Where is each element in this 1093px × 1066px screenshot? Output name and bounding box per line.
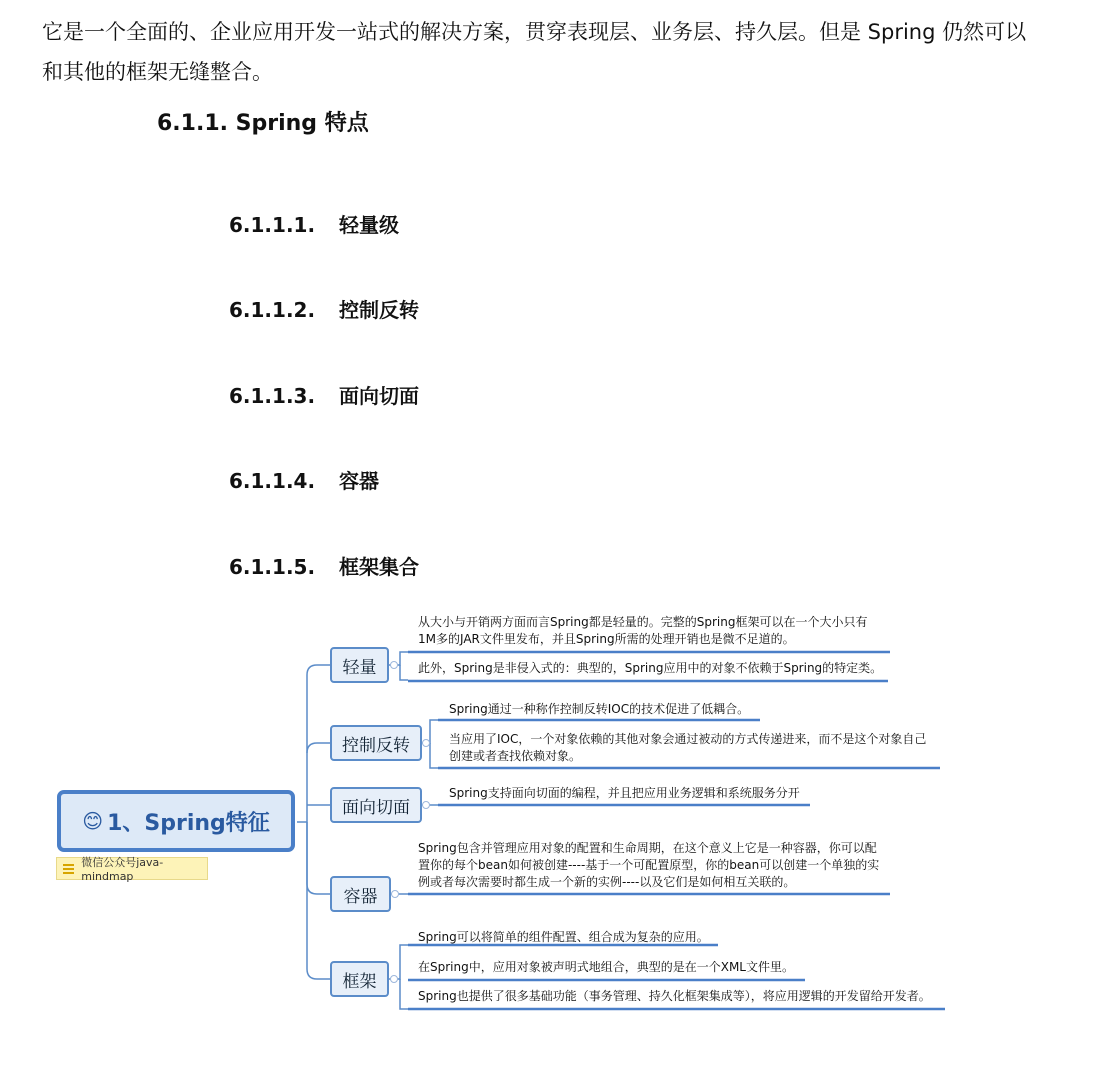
leaf-line: 创建或者查找依赖对象。 (449, 749, 582, 763)
source-tag-text: 微信公众号java-mindmap (81, 856, 164, 883)
leaf-node (418, 840, 879, 891)
root-node-title: 1、Spring特征 (107, 810, 270, 836)
leaf-line: Spring也提供了很多基础功能（事务管理、持久化框架集成等），将应用逻辑的开发留给开发者。 (418, 989, 931, 1003)
leaf-line: 在Spring中，应用对象被声明式地组合，典型的是在一个XML文件里。 (418, 960, 794, 974)
subsection-title: 面向切面 (339, 384, 419, 408)
leaf-line: Spring通过一种称作控制反转IOC的技术促进了低耦合。 (449, 702, 750, 716)
branch-node-framework[interactable]: 框架 (330, 961, 389, 997)
intro-paragraph: 它是一个全面的、企业应用开发一站式的解决方案，贯穿表现层、业务层、持久层。但是 Spring 仍然可以和其他的框架无缝整合。 (42, 20, 1027, 84)
subsection-heading-3 (229, 380, 419, 409)
subsection-number: 6.1.1.3. (229, 384, 316, 408)
smile-icon: 😊 (82, 809, 104, 833)
leaf-line: 从大小与开销两方面而言Spring都是轻量的。完整的Spring框架可以在一个大小只有 (418, 615, 868, 629)
leaf-node (418, 988, 931, 1005)
subsection-title: 容器 (339, 469, 379, 493)
branch-node-aop[interactable]: 面向切面 (330, 787, 422, 823)
leaf-line: 当应用了IOC，一个对象依赖的其他对象会通过被动的方式传递进来，而不是这个对象自己 (449, 732, 927, 746)
leaf-node (449, 731, 926, 765)
leaf-node (449, 785, 800, 802)
leaf-node (418, 660, 882, 677)
subsection-heading-1 (229, 209, 399, 238)
subsection-title: 控制反转 (339, 298, 419, 322)
leaf-line: Spring可以将简单的组件配置、组合成为复杂的应用。 (418, 930, 709, 944)
subsection-number: 6.1.1.1. (229, 213, 316, 237)
subsection-heading-4 (229, 465, 379, 494)
leaf-line: Spring包含并管理应用对象的配置和生命周期，在这个意义上它是一种容器，你可以配 (418, 841, 877, 855)
leaf-node (418, 959, 794, 976)
subsection-heading-5 (229, 551, 419, 580)
subsection-title: 框架集合 (339, 555, 419, 579)
leaf-node (418, 614, 867, 648)
leaf-line: Spring支持面向切面的编程，并且把应用业务逻辑和系统服务分开 (449, 786, 800, 800)
mindmap-root-node[interactable] (57, 790, 295, 852)
subsection-title: 轻量级 (339, 213, 399, 237)
branch-node-ioc[interactable]: 控制反转 (330, 725, 422, 761)
note-icon (63, 864, 74, 874)
branch-node-lightweight[interactable]: 轻量 (330, 647, 389, 683)
source-tag (56, 856, 208, 883)
leaf-line: 1M多的JAR文件里发布，并且Spring所需的处理开销也是微不足道的。 (418, 632, 795, 646)
leaf-line: 置你的每个bean如何被创建----基于一个可配置原型，你的bean可以创建一个单独的实 (418, 858, 880, 872)
leaf-node (418, 929, 709, 946)
subsection-number: 6.1.1.5. (229, 555, 316, 579)
leaf-line: 此外，Spring是非侵入式的：典型的，Spring应用中的对象不依赖于Spring的特定类。 (418, 661, 883, 675)
mindmap (0, 600, 1093, 1030)
subsection-number: 6.1.1.4. (229, 469, 316, 493)
leaf-line: 例或者每次需要时都生成一个新的实例----以及它们是如何相互关联的。 (418, 875, 796, 889)
leaf-node (449, 701, 749, 718)
subsection-heading-2 (229, 294, 419, 323)
subsection-number: 6.1.1.2. (229, 298, 316, 322)
section-heading: 6.1.1. Spring 特点 (157, 111, 369, 136)
branch-node-container[interactable]: 容器 (330, 876, 391, 912)
